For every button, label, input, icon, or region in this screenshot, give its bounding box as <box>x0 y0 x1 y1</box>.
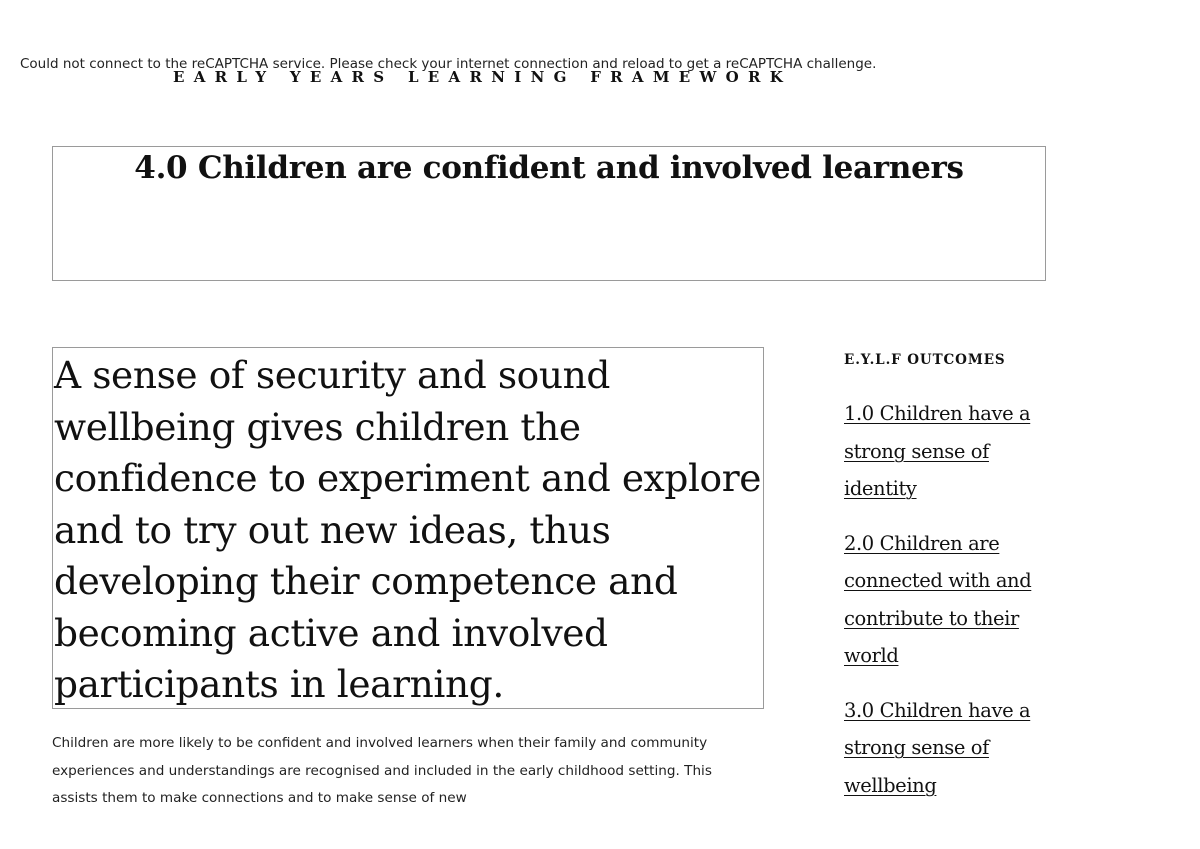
list-item <box>844 692 1044 805</box>
page-title-box <box>52 146 1046 281</box>
list-item <box>844 395 1044 508</box>
eylf-outcomes-sidebar <box>844 348 1044 821</box>
list-item <box>844 525 1044 675</box>
page-title: 4.0 Children are confident and involved learners <box>134 150 964 186</box>
lead-quote: A sense of security and sound wellbeing gives children the confidence to experiment and explore and to try out new ideas, thus developing their competence and becoming active and involved participants in learning. <box>54 353 762 706</box>
outcome-link-identity[interactable]: 1.0 Children have a strong sense of identity <box>844 402 1031 500</box>
outcome-list <box>844 395 1044 804</box>
outcome-link-wellbeing[interactable]: 3.0 Children have a strong sense of wellbeing <box>844 698 1031 797</box>
body-paragraph: Children are more likely to be confident and involved learners when their family and community experiences and understandings are recognised and included in the early childhood setting. This assists them to make connections and to make sense of new <box>52 735 712 806</box>
site-title[interactable]: EARLY YEARS LEARNING FRAMEWORK <box>173 68 793 86</box>
recaptcha-error-message: Could not connect to the reCAPTCHA service. Please check your internet connection and reload to get a reCAPTCHA challenge. <box>20 56 877 72</box>
outcome-link-connected[interactable]: 2.0 Children are connected with and contribute to their world <box>844 531 1032 667</box>
lead-quote-box <box>52 347 764 709</box>
sidebar-heading: E.Y.L.F OUTCOMES <box>844 352 1006 368</box>
